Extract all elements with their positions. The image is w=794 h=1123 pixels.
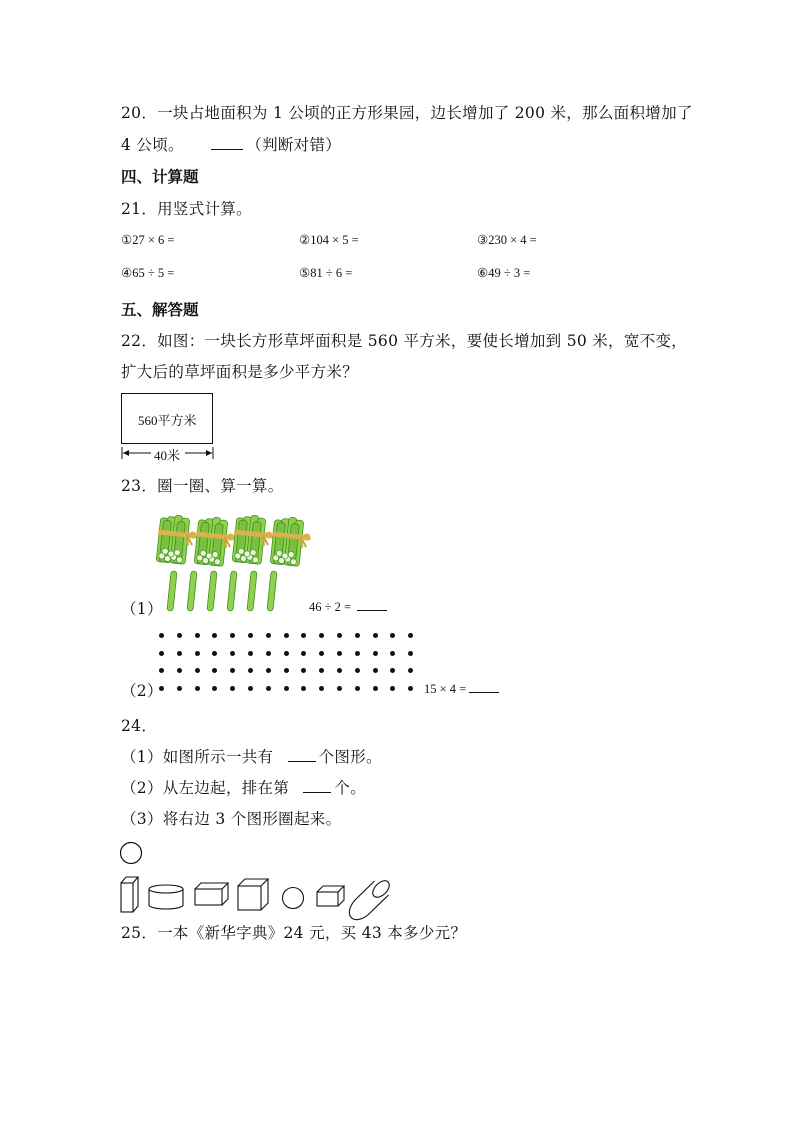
dot (177, 633, 182, 638)
dot (212, 651, 217, 656)
shapes-illustration (119, 841, 399, 915)
q24-sub1-answer-blank[interactable] (288, 747, 316, 762)
dot (195, 633, 200, 638)
dot (319, 651, 324, 656)
q24-sub1-text-a: （1）如图所示一共有 (121, 748, 274, 766)
dot (266, 633, 271, 638)
dot (159, 668, 164, 673)
cylinder-lying-shape (149, 885, 183, 909)
dot (408, 633, 413, 638)
dot (248, 651, 253, 656)
q23-part1 (309, 600, 390, 615)
dot (195, 651, 200, 656)
q21-item-4: ④65 ÷ 5 = (121, 266, 175, 280)
single-stick-1 (167, 571, 177, 611)
q23-part1-answer-blank[interactable] (357, 600, 387, 611)
q20-answer-blank[interactable] (211, 135, 243, 150)
q24-stem: 24． (121, 717, 158, 735)
dot (337, 633, 342, 638)
q20-suffix: （判断对错） (246, 136, 342, 154)
sticks-illustration (155, 505, 315, 615)
q23-stem: 23．圈一圈、算一算。 (121, 477, 284, 495)
cuboid-small-shape (317, 886, 344, 906)
q24-sub2-text-b: 个。 (334, 779, 367, 797)
dot (284, 686, 289, 691)
stick-bundle-1 (155, 514, 199, 566)
q22-line1: 22．如图：一块长方形草坪面积是 560 平方米，要使长增加到 50 米，宽不变， (121, 332, 688, 350)
dot (319, 686, 324, 691)
q24-sub3: （3）将右边 3 个图形圈起来。 (121, 810, 342, 828)
dot (212, 686, 217, 691)
single-stick-5 (247, 571, 257, 611)
cube-shape (238, 879, 268, 910)
cylinder-tilted-shape (349, 878, 392, 920)
q23-part2-expr: 15 × 4 = (424, 682, 467, 696)
q20-line1: 20．一块占地面积为 1 公顷的正方形果园，边长增加了 200 米，那么面积增加了 (121, 104, 693, 122)
dot (248, 686, 253, 691)
dot (408, 668, 413, 673)
single-stick-3 (207, 571, 217, 611)
dot (266, 651, 271, 656)
dot (301, 651, 306, 656)
lawn-rectangle (121, 393, 213, 444)
dot (337, 686, 342, 691)
dot-row (159, 651, 426, 656)
dot (408, 686, 413, 691)
q20-line2-text: 4 公顷。 (121, 136, 184, 154)
section5-title: 五、解答题 (121, 301, 199, 319)
q24-sub2-answer-blank[interactable] (303, 778, 331, 793)
cuboid-tall-shape (121, 877, 138, 912)
single-stick-6 (267, 571, 277, 611)
dot (230, 668, 235, 673)
q21-item-5: ⑤81 ÷ 6 = (299, 266, 353, 280)
q24-sub2 (121, 776, 366, 798)
stick-bundle-2 (193, 516, 237, 568)
sphere-shape (283, 888, 304, 909)
q22-line2: 扩大后的草坪面积是多少平方米？ (121, 363, 359, 381)
q23-part2-label: （2） (121, 682, 163, 700)
dot (408, 651, 413, 656)
dot (266, 668, 271, 673)
dot (390, 686, 395, 691)
dot (337, 651, 342, 656)
dot-grid (159, 633, 426, 703)
dot (177, 668, 182, 673)
dot (284, 651, 289, 656)
dot (355, 633, 360, 638)
dot-grid-rows (159, 633, 426, 691)
cuboid-flat-shape (195, 883, 228, 905)
section4-title: 四、计算题 (121, 168, 199, 186)
dot (355, 668, 360, 673)
dot (373, 686, 378, 691)
lawn-length-label: 40米 (154, 448, 181, 463)
dot (319, 633, 324, 638)
dot (319, 668, 324, 673)
q24-sub1-text-b: 个图形。 (318, 748, 382, 766)
q21-stem: 21．用竖式计算。 (121, 200, 252, 218)
dot (355, 686, 360, 691)
dot (390, 668, 395, 673)
lawn-area-label: 560平方米 (138, 413, 197, 428)
dot (284, 668, 289, 673)
dot (390, 633, 395, 638)
dot-row (159, 668, 426, 673)
single-stick-2 (187, 571, 197, 611)
q24-sub1 (121, 745, 382, 767)
dot (390, 651, 395, 656)
dot (230, 651, 235, 656)
dot-row (159, 686, 426, 691)
dot (177, 651, 182, 656)
dot (230, 686, 235, 691)
dot (373, 651, 378, 656)
q21-item-1: ①27 × 6 = (121, 233, 175, 247)
dot (212, 633, 217, 638)
dot (373, 633, 378, 638)
dot (248, 633, 253, 638)
dot-row (159, 633, 426, 638)
dot (337, 668, 342, 673)
dot (301, 633, 306, 638)
q25-text: 25．一本《新华字典》24 元，买 43 本多少元？ (121, 924, 467, 942)
dot (284, 633, 289, 638)
dot (266, 686, 271, 691)
dot (301, 686, 306, 691)
q23-part1-expr: 46 ÷ 2 = (309, 600, 352, 614)
dot (212, 668, 217, 673)
dot (248, 668, 253, 673)
dot (373, 668, 378, 673)
q20-line2 (121, 133, 341, 155)
q21-item-3: ③230 × 4 = (477, 233, 537, 247)
q24-sub2-text-a: （2）从左边起，排在第 (121, 779, 290, 797)
q23-part1-label: （1） (121, 600, 163, 618)
dot (230, 633, 235, 638)
q23-part2-answer-blank[interactable] (469, 682, 499, 693)
stick-bundle-3 (231, 514, 275, 566)
single-stick-4 (227, 571, 237, 611)
q23-part2 (424, 682, 502, 697)
dot (301, 668, 306, 673)
dot (177, 686, 182, 691)
q21-item-6: ⑥49 ÷ 3 = (477, 266, 531, 280)
dot (355, 651, 360, 656)
dot (195, 668, 200, 673)
dot (159, 633, 164, 638)
stick-bundle-4 (269, 516, 313, 568)
q21-item-2: ②104 × 5 = (299, 233, 359, 247)
dot (195, 686, 200, 691)
reference-circle-shape (121, 843, 142, 864)
dot (159, 651, 164, 656)
